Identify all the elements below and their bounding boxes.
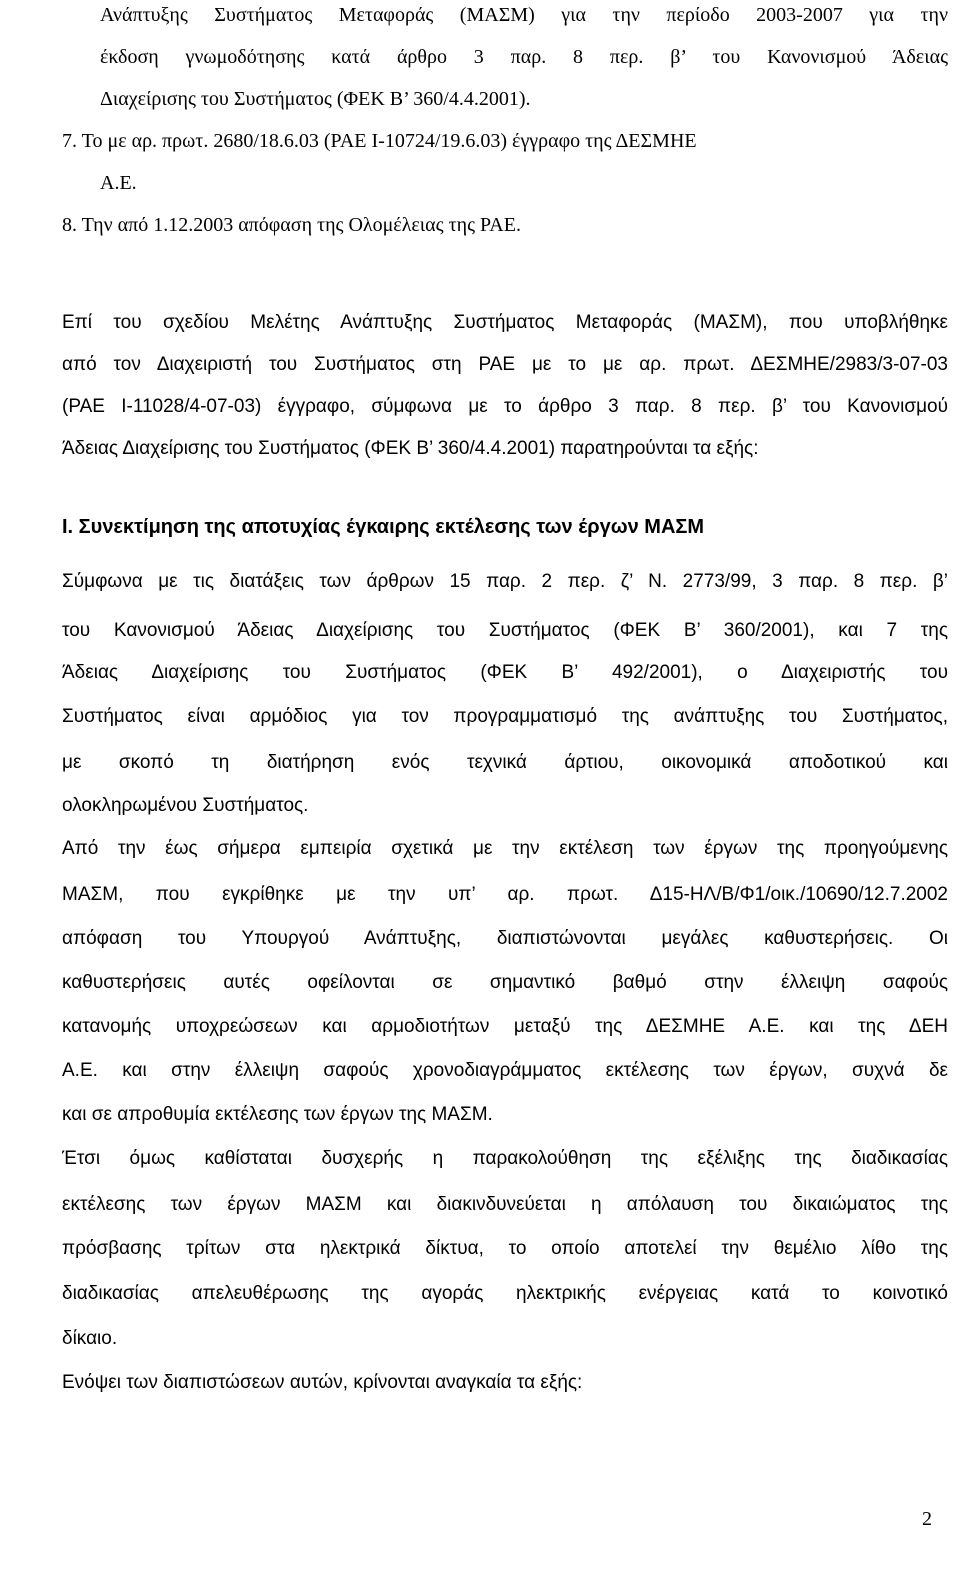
page-number: 2 bbox=[922, 1508, 932, 1530]
paragraph-line: κατανομής υποχρεώσεων και αρμοδιοτήτων μεταξύ της ΔΕΣΜΗΕ Α.Ε. και της ΔΕΗ bbox=[62, 1016, 948, 1037]
intro-paragraph-line: Άδειας Διαχείρισης του Συστήματος (ΦΕΚ Β’ 360/4.4.2001) παρατηρούνται τα εξής: bbox=[62, 438, 759, 459]
list-continuation-line: έκδοση γνωμοδότησης κατά άρθρο 3 παρ. 8 περ. β’ του Κανονισμού Άδειας bbox=[100, 46, 948, 68]
paragraph-line: και σε απροθυμία εκτέλεσης των έργων της ΜΑΣΜ. bbox=[62, 1104, 493, 1125]
list-item-7-continuation: Α.Ε. bbox=[100, 172, 137, 194]
paragraph-line: του Κανονισμού Άδειας Διαχείρισης του Συστήματος (ΦΕΚ Β’ 360/2001), και 7 της bbox=[62, 620, 948, 641]
paragraph-line: πρόσβασης τρίτων στα ηλεκτρικά δίκτυα, το οποίο αποτελεί την θεμέλιο λίθο της bbox=[62, 1238, 948, 1259]
paragraph-line: Συστήματος είναι αρμόδιος για τον προγραμματισμό της ανάπτυξης του Συστήματος, bbox=[62, 706, 948, 727]
paragraph-line: ολοκληρωμένου Συστήματος. bbox=[62, 795, 309, 816]
section-heading: Ι. Συνεκτίμηση της αποτυχίας έγκαιρης εκτέλεσης των έργων ΜΑΣΜ bbox=[62, 516, 705, 538]
paragraph-line: διαδικασίας απελευθέρωσης της αγοράς ηλεκτρικής ενέργειας κατά το κοινοτικό bbox=[62, 1283, 948, 1304]
list-item-7-text: 7. Το με αρ. πρωτ. 2680/18.6.03 (ΡΑΕ Ι-10724/19.6.03) έγγραφο της ΔΕΣΜΗΕ bbox=[62, 130, 697, 152]
intro-paragraph-line: Επί του σχεδίου Μελέτης Ανάπτυξης Συστήματος Μεταφοράς (ΜΑΣΜ), που υποβλήθηκε bbox=[62, 312, 948, 333]
paragraph-line: Α.Ε. και στην έλλειψη σαφούς χρονοδιαγράμματος εκτέλεσης των έργων, συχνά δε bbox=[62, 1060, 948, 1081]
paragraph-line: Άδειας Διαχείρισης του Συστήματος (ΦΕΚ Β’ 492/2001), ο Διαχειριστής του bbox=[62, 662, 948, 683]
paragraph-line: Από την έως σήμερα εμπειρία σχετικά με την εκτέλεση των έργων της προηγούμενης bbox=[62, 838, 948, 859]
paragraph-line: Έτσι όμως καθίσταται δυσχερής η παρακολούθηση της εξέλιξης της διαδικασίας bbox=[62, 1148, 948, 1169]
list-item-8: 8. Την από 1.12.2003 απόφαση της Ολομέλειας της ΡΑΕ. bbox=[62, 214, 521, 236]
list-item-7 bbox=[62, 128, 948, 154]
paragraph-line: απόφαση του Υπουργού Ανάπτυξης, διαπιστώνονται μεγάλες καθυστερήσεις. Οι bbox=[62, 928, 948, 949]
paragraph-line: με σκοπό τη διατήρηση ενός τεχνικά άρτιου, οικονομικά αποδοτικού και bbox=[62, 752, 948, 773]
paragraph-line: Σύμφωνα με τις διατάξεις των άρθρων 15 παρ. 2 περ. ζ’ Ν. 2773/99, 3 παρ. 8 περ. β’ bbox=[62, 571, 948, 592]
list-continuation-line: Ανάπτυξης Συστήματος Μεταφοράς (ΜΑΣΜ) για την περίοδο 2003-2007 για την bbox=[100, 4, 948, 26]
paragraph-line: εκτέλεσης των έργων ΜΑΣΜ και διακινδυνεύεται η απόλαυση του δικαιώματος της bbox=[62, 1194, 948, 1215]
intro-paragraph-line: (ΡΑΕ Ι-11028/4-07-03) έγγραφο, σύμφωνα με το άρθρο 3 παρ. 8 περ. β’ του Κανονισμού bbox=[62, 396, 948, 417]
paragraph-line: ΜΑΣΜ, που εγκρίθηκε με την υπ’ αρ. πρωτ. Δ15-ΗΛ/Β/Φ1/οικ./10690/12.7.2002 bbox=[62, 884, 948, 905]
paragraph-line: καθυστερήσεις αυτές οφείλονται σε σημαντικό βαθμό στην έλλειψη σαφούς bbox=[62, 972, 948, 993]
list-continuation-line: Διαχείρισης του Συστήματος (ΦΕΚ Β’ 360/4.4.2001). bbox=[100, 88, 531, 110]
paragraph-line: δίκαιο. bbox=[62, 1328, 118, 1349]
intro-paragraph-line: από τον Διαχειριστή του Συστήματος στη ΡΑΕ με το με αρ. πρωτ. ΔΕΣΜΗΕ/2983/3-07-03 bbox=[62, 354, 948, 375]
closing-line: Ενόψει των διαπιστώσεων αυτών, κρίνονται αναγκαία τα εξής: bbox=[62, 1372, 583, 1393]
